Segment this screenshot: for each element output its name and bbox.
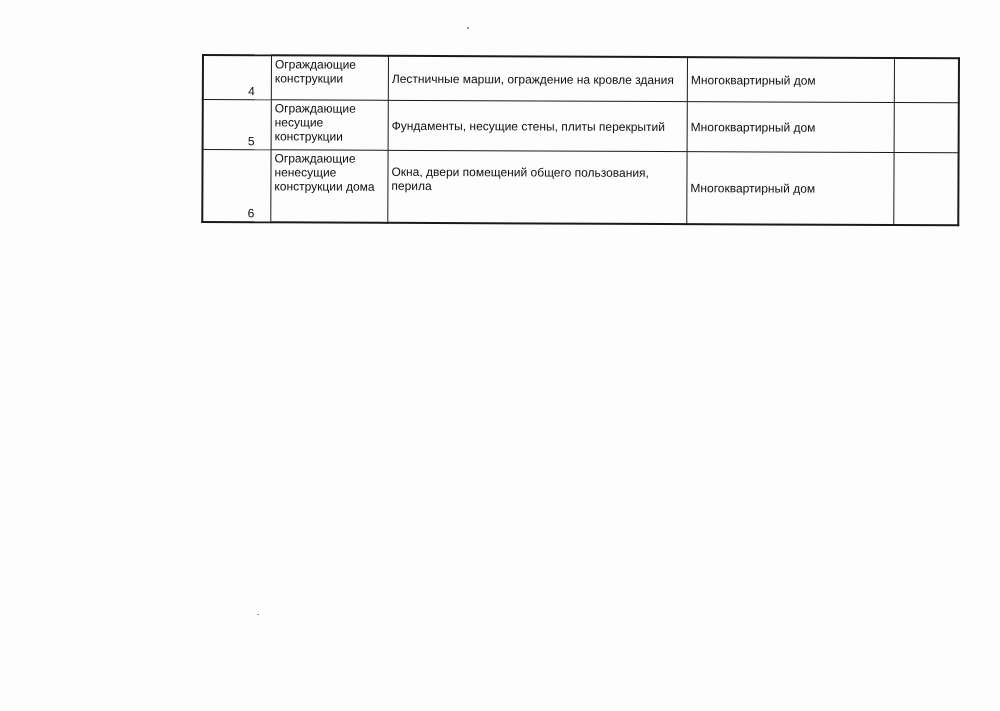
table-row — [203, 100, 959, 153]
description-cell: Лестничные марши, ограждение на кровле здания — [388, 56, 687, 102]
row-number-cell: 4 — [203, 55, 272, 100]
description-cell: Окна, двери помещений общего пользования, перила — [388, 150, 687, 224]
scan-speck — [257, 614, 259, 615]
row-number-cell: 5 — [203, 100, 272, 150]
note-cell — [894, 153, 959, 226]
object-cell: Многоквартирный дом — [687, 152, 894, 225]
category-cell: Ограждающие ненесущие конструкции дома — [271, 150, 388, 223]
note-cell — [894, 103, 959, 153]
scan-speck — [467, 27, 469, 29]
note-cell — [894, 58, 959, 103]
category-cell: Ограждающие несущие конструкции — [271, 100, 388, 151]
description-cell: Фундаменты, несущие стены, плиты перекрытий — [388, 100, 687, 151]
document-table — [201, 54, 960, 226]
category-cell: Ограждающие конструкции — [271, 55, 388, 100]
table-row — [202, 150, 958, 226]
object-cell: Многоквартирный дом — [687, 57, 894, 102]
table-row — [203, 55, 959, 103]
object-cell: Многоквартирный дом — [687, 102, 894, 153]
row-number-cell: 6 — [202, 150, 271, 223]
